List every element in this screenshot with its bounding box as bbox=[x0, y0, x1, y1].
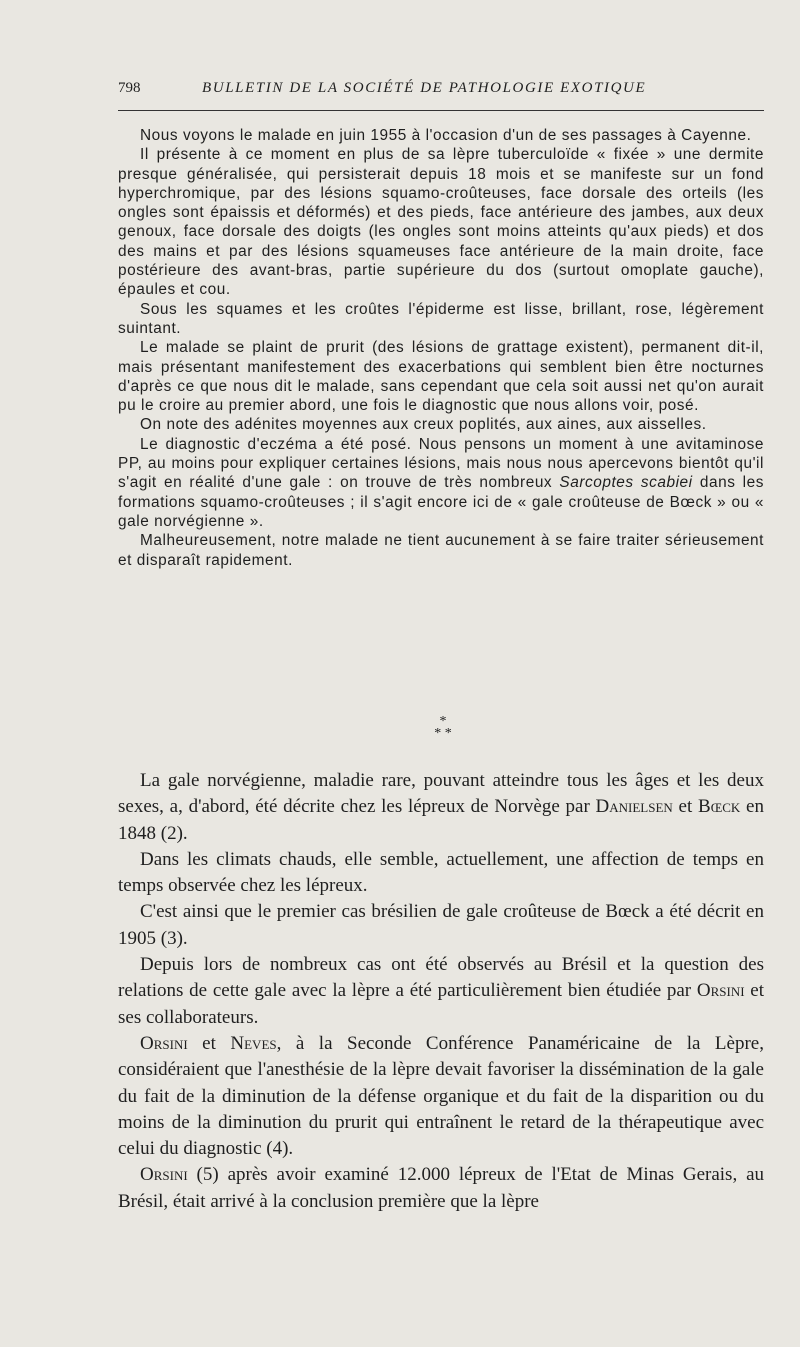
text-run: La gale norvégienne, maladie rare, pouvant atteindre tous les âges et les deux sexes, a, d'abord, été décrite chez les lépreux de Norvège par bbox=[118, 770, 764, 818]
case-report-text bbox=[118, 126, 764, 570]
author-name: Orsini bbox=[140, 1032, 188, 1054]
text-run: Le diagnostic d'eczéma a été posé. Nous pensons un moment à une avitaminose PP, au moins pour expliquer certaines lésions, mais nous nous apercevons bientôt qu'il s'agit en réalité d'une gale : on trouve de très nombreux bbox=[118, 435, 764, 492]
discussion-text bbox=[118, 768, 764, 1215]
author-name: Danielsen bbox=[595, 796, 673, 818]
separator-star: * bbox=[439, 714, 447, 729]
running-header bbox=[118, 80, 764, 104]
paragraph bbox=[118, 952, 764, 1031]
paragraph: Sous les squames et les croûtes l'épiderme est lisse, brillant, rose, légèrement suintant. bbox=[118, 300, 764, 337]
paragraph: C'est ainsi que le premier cas brésilien de gale croûteuse de Bœck a été décrit en 1905 (3). bbox=[118, 901, 764, 949]
text-run: en 1848 (2). bbox=[118, 796, 764, 844]
section-separator bbox=[418, 716, 468, 740]
separator-stars: * * bbox=[434, 726, 452, 741]
text-run: (5) après avoir examiné 12.000 lépreux de l'Etat de Minas Gerais, au Brésil, était arrivé à la conclusion première que la lèpre bbox=[118, 1164, 764, 1212]
text-run: et ses collaborateurs. bbox=[118, 980, 764, 1028]
page-number: 798 bbox=[118, 80, 141, 96]
text-run: et bbox=[672, 796, 699, 818]
paragraph: Malheureusement, notre malade ne tient aucunement à se faire traiter sérieusement et disparaît rapidement. bbox=[118, 532, 764, 569]
author-name: Bœck bbox=[698, 796, 741, 818]
paragraph: On note des adénites moyennes aux creux poplités, aux aines, aux aisselles. bbox=[140, 416, 707, 434]
text-run: et bbox=[187, 1032, 231, 1054]
author-name: Orsini bbox=[696, 980, 745, 1002]
text-run: dans les formations squamo-croûteuses ; il s'agit encore ici de « gale croûteuse de Bœck » ou « gale norvégienne ». bbox=[118, 474, 764, 530]
paragraph: Dans les climats chauds, elle semble, actuellement, une affection de temps en temps observée chez les lépreux. bbox=[118, 848, 764, 897]
species-name: Sarcoptes scabiei bbox=[559, 474, 693, 492]
journal-title: BULLETIN DE LA SOCIÉTÉ DE PATHOLOGIE EXOTIQUE bbox=[202, 80, 647, 96]
author-name: Orsini bbox=[140, 1164, 188, 1186]
author-name: Neves bbox=[230, 1032, 277, 1054]
paragraph bbox=[118, 1031, 764, 1162]
paragraph: Nous voyons le malade en juin 1955 à l'occasion d'un de ses passages à Cayenne. bbox=[140, 127, 752, 144]
paragraph: Il présente à ce moment en plus de sa lèpre tuberculoïde « fixée » une dermite presque généralisée, qui persisterait depuis 18 mois et se manifeste sur un fond hyperchromique, par des lésions squamo-croûteuses, face dorsale des orteils (les ongles sont épaissis et déformés) et des pieds, face antérieure des jambes, aux deux genoux, face dorsale des doigts (les ongles sont moins atteints qu'aux pieds) et dos des mains et par des lésions squameuses face antérieure de la main droite, face postérieure des avant-bras, partie supérieure du dos (surtout omoplate gauche), épaules et cou. bbox=[118, 146, 764, 299]
paragraph bbox=[118, 768, 764, 847]
paragraph: Le malade se plaint de prurit (des lésions de grattage existent), permanent dit-il, mais présentant manifestement des exacerbations qui semblent bien être nocturnes d'après ce que nous dit le malade, sans cependant que cela soit aussi net qu'on aurait pu le croire au premier abord, une fois le diagnostic que nous allons voir, posé. bbox=[118, 339, 764, 415]
header-rule bbox=[118, 110, 764, 111]
paragraph bbox=[118, 1162, 764, 1215]
paragraph bbox=[118, 435, 764, 531]
text-run: Depuis lors de nombreux cas ont été observés au Brésil et la question des relations de cette gale avec la lèpre a été particulièrement bien étudiée par bbox=[118, 954, 764, 1002]
text-run: , à la Seconde Conférence Panaméricaine de la Lèpre, considéraient que l'anesthésie de la lèpre devait favoriser la dissémination de la gale du fait de la diminution de la défense organique et du fait de la disparition ou du moins de la diminution du prurit qui entraînent le retard de la thérapeutique avec celui du diagnostic (4). bbox=[118, 1032, 764, 1160]
